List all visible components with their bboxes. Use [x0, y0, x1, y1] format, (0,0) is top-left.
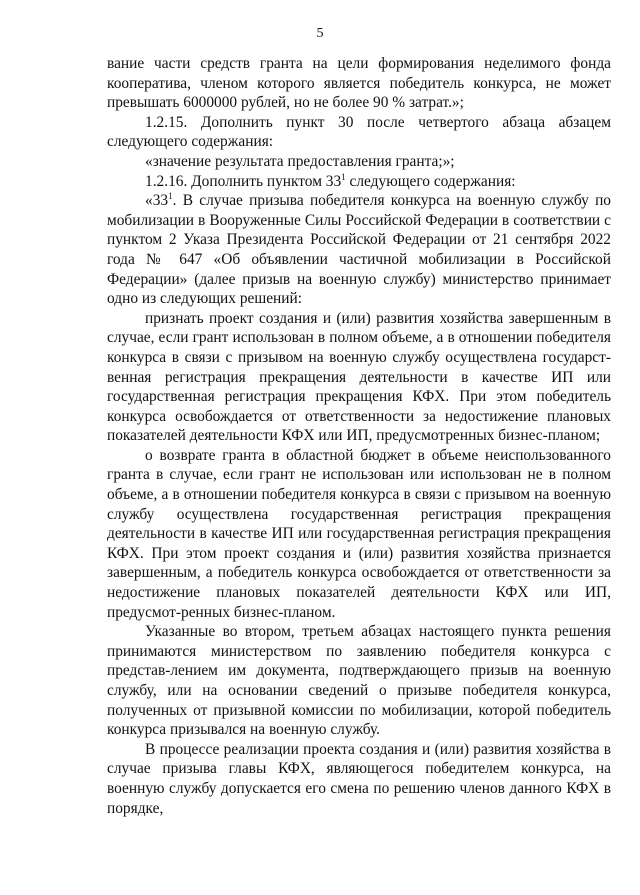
point-33-1-superscript: 1 [168, 191, 173, 202]
point-33-1-text: . В случае призыва победителя конкурса на военную службу по мобилизации в Вооруженные Силы Российской Федерации в соответствии с пунктом 2 Указа Президента Российской Федерации от 21 сентября 2022 года № 647 «Об объявлении частичной мобилизации в Российской Федерации» (далее призыв на военную службу) министерство принимает одно из следующих решений: [107, 192, 611, 308]
paragraph-point-33-1 [107, 191, 611, 309]
paragraph-continuation: вание части средств гранта на цели формирования неделимого фонда кооператива, членом которого является победитель конкурса, не может превышать 6000000 рублей, но не более 90 % затрат.»; [107, 55, 611, 112]
paragraph-item-1-2-15: 1.2.15. Дополнить пункт 30 после четвертого абзаца абзацем следующего содержания: [107, 113, 611, 151]
item-1-2-16-text: 1.2.16. Дополнить пунктом 33 [145, 172, 342, 190]
paragraph-decision-complete: признать проект создания и (или) развития хозяйства завершенным в случае, если грант использован в полном объеме, а в отношении победителя конкурса в связи с призывом на военную службу осуществлена государст-венная регистрация прекращения деятельности в качестве ИП или государственная регистрация прекращения КФХ. При этом победитель конкурса освобождается от ответственности за недостижение плановых показателей деятельности КФХ или ИП, предусмотренных бизнес-планом; [107, 309, 611, 445]
paragraph-quote-result: «значение результата предоставления гранта;»; [145, 152, 455, 170]
page-number: 5 [316, 26, 324, 41]
item-1-2-16-superscript: 1 [341, 171, 346, 182]
document-body [107, 54, 611, 818]
paragraph-decisions-basis: Указанные во втором, третьем абзацах настоящего пункта решения принимаются министерством по заявлению победителя конкурса с представ-лением им документа, подтверждающего призыв на военную службу, или на основании сведений о призыве победителя конкурса, полученных от призывной комиссии по мобилизации, которой победитель конкурса призывался на военную службу. [107, 623, 611, 739]
paragraph-head-replacement: В процессе реализации проекта создания и (или) развития хозяйства в случае призыва главы КФХ, являющегося победителем конкурса, на военную службу допускается его смена по решению членов данного КФХ в порядке, [107, 740, 611, 817]
item-1-2-16-text-end: следующего содержания: [345, 172, 516, 190]
point-33-1-start: «33 [145, 192, 169, 210]
paragraph-decision-return: о возврате гранта в областной бюджет в объеме неиспользованного гранта в случае, если грант не использован или использован не в полном объеме, а в отношении победителя конкурса в связи с призывом на военную службу осуществлена государственная регистрация прекращения деятельности в качестве ИП или государственная регистрация прекращения КФХ. При этом проект создания и (или) развития хозяйства признается завершенным, а победитель конкурса освобождается от ответственности за недостижение плановых показателей деятельности КФХ или ИП, предусмот-ренных бизнес-планом. [107, 446, 611, 621]
paragraph-item-1-2-16 [107, 172, 611, 192]
